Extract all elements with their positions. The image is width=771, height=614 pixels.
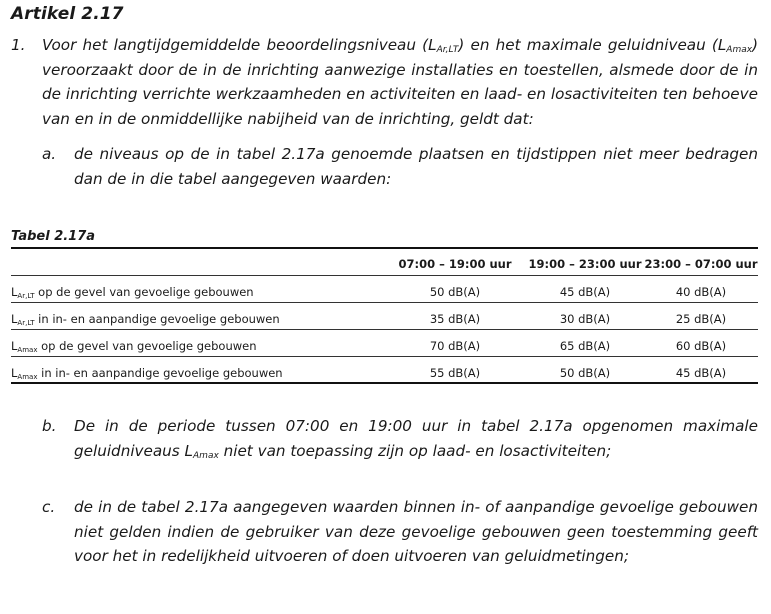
table-title: Tabel 2.17a (11, 229, 96, 244)
table-row-4-label: $L_{Amax}$ in in- en aanpandige gevoelige gebouwen (11, 366, 283, 381)
table-bottom-rule (11, 382, 758, 384)
article-heading: Artikel 2.17 (11, 4, 124, 24)
table-header-col-3: 23:00 – 07:00 uur (644, 257, 758, 271)
table-row-rule (11, 356, 758, 357)
table-row-2-label: $L_{Ar,LT}$ in in- en aanpandige gevoelige gebouwen (11, 312, 280, 327)
table-top-rule (11, 247, 758, 249)
item-a-letter: a. (42, 145, 57, 163)
table-row-1-col-3: 40 dB(A) (675, 285, 727, 299)
table-row-1-col-1: 50 dB(A) (429, 285, 481, 299)
item-a-text: de niveaus op de in tabel 2.17a genoemde plaatsen en tijdstippen niet meer bedragen dan de in die tabel aangegeven waarden: (74, 145, 758, 188)
item-c-letter: c. (42, 498, 56, 516)
item-b-text: De in de periode tussen 07:00 en 19:00 uur in tabel 2.17a opgenomen maximale geluidniveaus $L_{Amax}$ niet van toepassing zijn op laad- en losactiviteiten; (74, 417, 758, 461)
table-header-col-2: 19:00 – 23:00 uur (528, 257, 642, 271)
table-row-rule (11, 302, 758, 303)
item-c-text: de in de tabel 2.17a aangegeven waarden binnen in- of aanpandige gevoelige gebouwen niet gelden indien de gebruiker van deze gevoelige gebouwen geen toestemming geeft voor het in redelijkheid uitvoeren of doen uitvoeren van geluidmetingen; (74, 498, 758, 565)
table-row-2-col-2: 30 dB(A) (559, 312, 611, 326)
table-row-3-label: $L_{Amax}$ op de gevel van gevoelige gebouwen (11, 339, 257, 354)
table-row-2-col-3: 25 dB(A) (675, 312, 727, 326)
table-row-1-col-2: 45 dB(A) (559, 285, 611, 299)
table-row-1-label: $L_{Ar,LT}$ op de gevel van gevoelige gebouwen (11, 285, 254, 300)
item-b-letter: b. (42, 417, 57, 435)
table-header-col-1: 07:00 – 19:00 uur (398, 257, 512, 271)
table-row-2-col-1: 35 dB(A) (429, 312, 481, 326)
table-row-3-col-3: 60 dB(A) (675, 339, 727, 353)
table-row-4-col-3: 45 dB(A) (675, 366, 727, 380)
table-row-rule (11, 329, 758, 330)
table-header-rule (11, 275, 758, 276)
table-row-3-col-1: 70 dB(A) (429, 339, 481, 353)
item-1-text: Voor het langtijdgemiddelde beoordelingsniveau $(L_{Ar,LT})$ en het maximale geluidniveau $(L_{Amax})$ veroorzaakt door de in de inrichting aanwezige installaties en toestellen, alsmede door de in de inrichting verrichte werkzaamheden en activiteiten en laad- en losactiviteiten ten behoeve van en in de onmiddellijke nabijheid van de inrichting, geldt dat: (42, 36, 758, 128)
item-1-number: 1. (11, 36, 26, 54)
table-row-4-col-2: 50 dB(A) (559, 366, 611, 380)
table-row-3-col-2: 65 dB(A) (559, 339, 611, 353)
table-row-4-col-1: 55 dB(A) (429, 366, 481, 380)
